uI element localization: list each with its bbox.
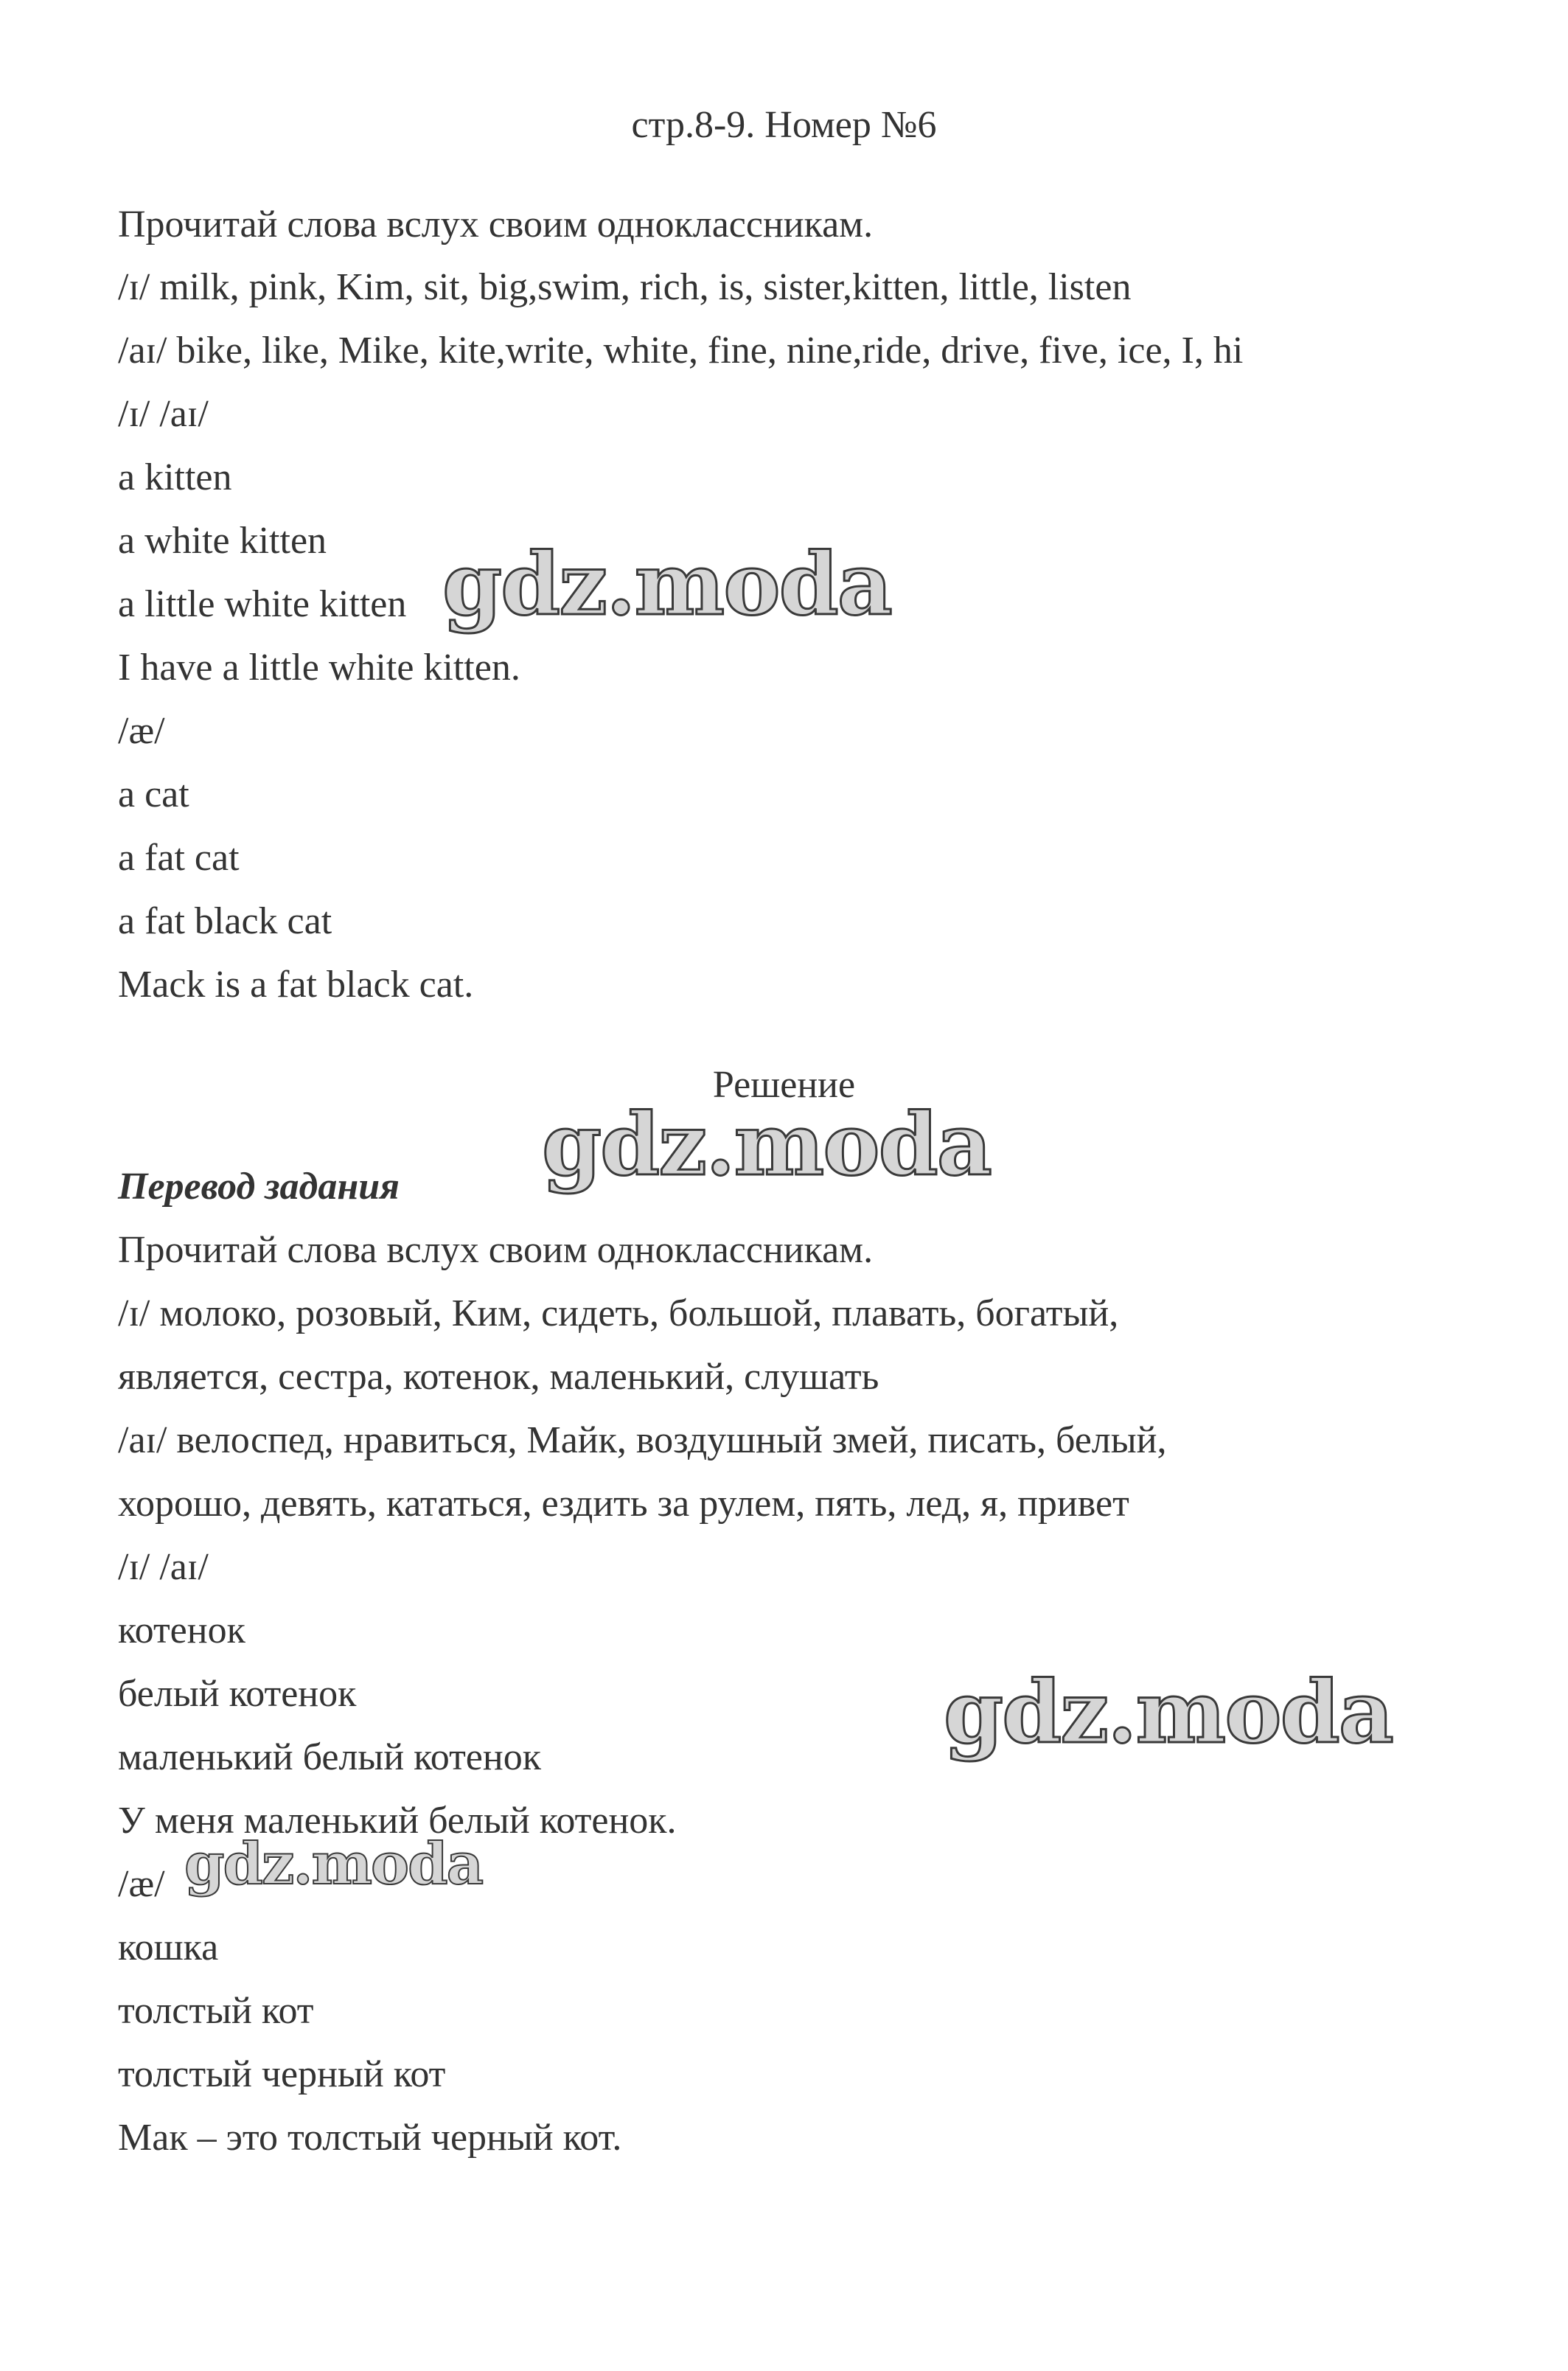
task-line: a little white kitten [118,583,407,625]
solution-line: /ɪ/ /aɪ/ [118,1546,209,1588]
task-line: a fat black cat [118,900,332,942]
solution-line: толстый черный кот [118,2053,446,2095]
watermark-logo: gdz.moda [944,1663,1393,1763]
task-instruction: Прочитай слова вслух своим одноклассникам. [118,203,874,246]
solution-line: У меня маленький белый котенок. [118,1800,677,1842]
task-line: /ɪ/ milk, pink, Kim, sit, big,swim, rich, is, sister,kitten, little, listen [118,266,1132,308]
solution-line: белый котенок [118,1673,357,1715]
solution-line: толстый кот [118,1990,314,2032]
watermark-logo: gdz.moda [542,1095,991,1195]
task-line: /æ/ [118,710,165,752]
solution-line: /ɪ/ молоко, розовый, Ким, сидеть, большой, плавать, богатый, [118,1292,1119,1334]
solution-line: котенок [118,1609,245,1651]
solution-line: Прочитай слова вслух своим одноклассникам. [118,1229,874,1271]
task-line: Mack is a fat black cat. [118,964,474,1006]
task-line: a white kitten [118,520,327,562]
task-line: I have a little white kitten. [118,647,520,689]
solution-line: является, сестра, котенок, маленький, слушать [118,1356,879,1398]
task-line: /ɪ/ /aɪ/ [118,393,209,435]
solution-line: /æ/ [118,1863,165,1905]
page-header: стр.8-9. Номер №6 [631,104,937,146]
solution-line: /aɪ/ велоспед, нравиться, Майк, воздушный змей, писать, белый, [118,1419,1167,1461]
watermark-logo: gdz.moda [442,535,891,635]
task-line: a kitten [118,456,232,498]
task-line: /aɪ/ bike, like, Mike, kite,write, white, fine, nine,ride, drive, five, ice, I, hi [118,330,1244,372]
solution-heading: Решение [712,1064,856,1106]
solution-line: маленький белый котенок [118,1736,541,1778]
solution-line: хорошо, девять, кататься, ездить за рулем, пять, лед, я, привет [118,1483,1129,1525]
task-line: a fat cat [118,837,240,879]
solution-line: кошка [118,1926,219,1968]
solution-line: Мак – это толстый черный кот. [118,2117,622,2159]
solution-subheading: Перевод задания [118,1166,400,1208]
task-line: a cat [118,773,189,815]
watermark-logo: gdz.moda [184,1831,483,1898]
